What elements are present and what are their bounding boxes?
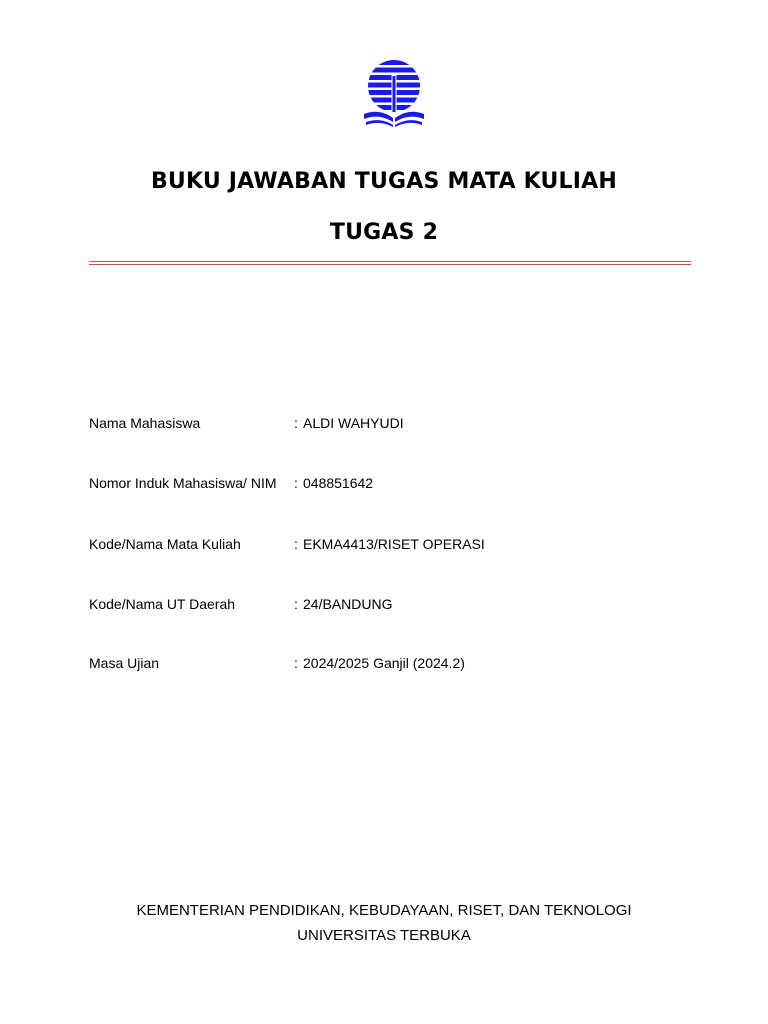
info-value: 048851642 [303, 475, 374, 491]
info-label: Masa Ujian [89, 655, 160, 671]
info-separator: : [294, 596, 298, 612]
assignment-number: TUGAS 2 [329, 220, 439, 245]
university-name: UNIVERSITAS TERBUKA [297, 927, 471, 944]
info-label: Nama Mahasiswa [89, 415, 201, 431]
info-separator: : [294, 415, 298, 431]
info-row-student-id [89, 473, 689, 493]
info-separator: : [294, 536, 298, 552]
info-separator: : [294, 475, 298, 491]
info-row-course [89, 534, 689, 554]
info-label: Kode/Nama UT Daerah [89, 596, 236, 612]
info-value: EKMA4413/RISET OPERASI [303, 536, 485, 552]
info-value: ALDI WAHYUDI [303, 415, 404, 431]
ministry-name: KEMENTERIAN PENDIDIKAN, KEBUDAYAAN, RISET, DAN TEKNOLOGI [136, 902, 632, 919]
universitas-terbuka-logo [362, 58, 426, 130]
info-value: 2024/2025 Ganjil (2024.2) [303, 655, 465, 671]
info-label: Kode/Nama Mata Kuliah [89, 536, 241, 552]
info-label: Nomor Induk Mahasiswa/ NIM [89, 475, 277, 491]
info-row-student-name [89, 413, 689, 433]
info-value: 24/BANDUNG [303, 596, 393, 612]
header-divider-top [89, 261, 691, 262]
info-row-regional-office [89, 594, 689, 614]
document-title: BUKU JAWABAN TUGAS MATA KULIAH [150, 169, 618, 194]
header-divider-bottom [89, 264, 691, 265]
info-row-exam-period [89, 653, 689, 673]
info-separator: : [294, 655, 298, 671]
